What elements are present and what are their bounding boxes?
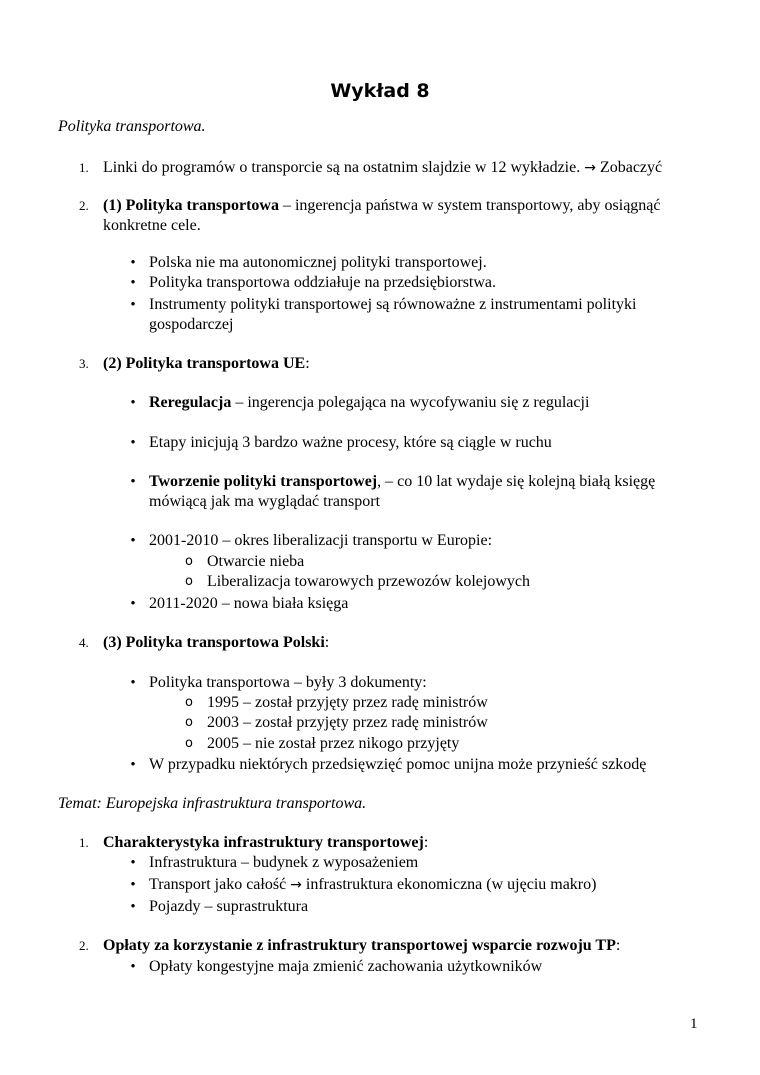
bullet-text: Opłaty kongestyjne maja zmienić zachowania użytkowników	[149, 958, 543, 975]
bullet-text-continuation: gospodarczej	[149, 316, 234, 333]
list-text: Linki do programów o transporcie są na ostatnim slajdzie w 12 wykładzie.	[103, 159, 581, 176]
bullet-rest: – ingerencja polegająca na wycofywaniu się z regulacji	[231, 394, 590, 411]
bullet-icon: •	[130, 297, 136, 313]
list-heading: (2) Polityka transportowa UE	[103, 355, 306, 372]
sub-bullet-icon: o	[185, 574, 193, 589]
list-item-1	[79, 158, 703, 178]
list-text: – ingerencja państwa w system transportowy, aby osiągnąć	[278, 197, 661, 214]
bullet-text: Polityka transportowa oddziałuje na przedsiębiorstwa.	[149, 274, 497, 291]
bullet-icon: •	[130, 255, 136, 271]
bullet-text: 2011-2020 – nowa biała księga	[149, 595, 349, 612]
list-heading: (1) Polityka transportowa	[103, 197, 279, 214]
bullet-text: Polityka transportowa – były 3 dokumenty:	[149, 674, 427, 691]
list-text-continuation: konkretne cele.	[103, 217, 201, 234]
bullet-icon: •	[130, 855, 136, 871]
sub-bullet-icon: o	[185, 736, 193, 751]
bullet-heading: Tworzenie polityki transportowej	[149, 473, 378, 490]
list-number: 2.	[79, 198, 89, 213]
sub-bullet-text: 2005 – nie został przez nikogo przyjęty	[207, 735, 460, 752]
list-text: :	[305, 355, 310, 372]
sub-bullet-text: 2003 – został przyjęty przez radę ministrów	[207, 714, 488, 731]
bullet-text: 2001-2010 – okres liberalizacji transportu w Europie:	[149, 532, 493, 549]
bullet-text: Instrumenty polityki transportowej są równoważne z instrumentami polityki	[149, 296, 637, 313]
bullet-icon: •	[130, 395, 136, 411]
bullet-icon: •	[130, 435, 136, 451]
list-item-4	[79, 633, 703, 653]
list-text-tail: Zobaczyć	[599, 159, 663, 176]
page-number: 1	[690, 1016, 698, 1032]
list-heading: Charakterystyka infrastruktury transportowej	[103, 834, 424, 851]
bullet-text: Infrastruktura – budynek z wyposażeniem	[149, 854, 419, 871]
bullet-text: Polska nie ma autonomicznej polityki transportowej.	[149, 254, 487, 271]
list-text: :	[423, 834, 429, 851]
list-heading: Opłaty za korzystanie z infrastruktury transportowej wsparcie rozwoju TP	[103, 937, 616, 954]
list-item-2	[79, 196, 703, 236]
bullet-icon: •	[130, 474, 136, 490]
bullet-icon: •	[130, 275, 136, 291]
bullet-text	[149, 472, 655, 492]
bullet-icon: •	[130, 757, 136, 773]
bullet-icon: •	[130, 533, 136, 549]
list-number: 4.	[79, 635, 89, 650]
list-number: 3.	[79, 356, 89, 371]
page-title: Wykład 8	[330, 80, 430, 102]
list-number: 1.	[79, 835, 89, 850]
bullet-icon: •	[130, 877, 136, 893]
topic-item-2	[79, 936, 703, 956]
list-number: 1.	[79, 160, 89, 175]
sub-bullet-text: Liberalizacja towarowych przewozów kolejowych	[207, 573, 530, 590]
list-text: :	[324, 634, 330, 651]
bullet-text-head: Transport jako całość	[149, 876, 287, 893]
list-item-3	[79, 354, 703, 374]
sub-bullet-icon: o	[185, 554, 193, 569]
sub-bullet-text: Otwarcie nieba	[207, 553, 305, 570]
sub-bullet-text: 1995 – został przyjęty przez radę ministrów	[207, 694, 488, 711]
arrow-right-icon: →	[290, 877, 302, 893]
bullet-icon: •	[130, 596, 136, 612]
list-heading: (3) Polityka transportowa Polski	[103, 634, 325, 651]
bullet-icon: •	[130, 959, 136, 975]
topic-item-1	[79, 833, 703, 853]
bullet-text: Etapy inicjują 3 bardzo ważne procesy, które są ciągle w ruchu	[149, 434, 552, 451]
bullet-rest: , – co 10 lat wydaje się kolejną białą księgę	[377, 473, 656, 490]
bullet-heading: Reregulacja	[149, 394, 232, 411]
bullet-text-continuation: mówiącą jak ma wyglądać transport	[149, 493, 381, 510]
sub-bullet-icon: o	[185, 695, 193, 710]
list-text: :	[615, 937, 621, 954]
bullet-icon: •	[130, 675, 136, 691]
section-subtitle: Polityka transportowa.	[58, 118, 206, 135]
topic-heading: Temat: Europejska infrastruktura transportowa.	[58, 795, 367, 812]
bullet-text: W przypadku niektórych przedsięwzięć pomoc unijna może przynieść szkodę	[149, 756, 647, 773]
bullet-text	[149, 393, 589, 413]
sub-bullet-icon: o	[185, 715, 193, 730]
arrow-right-icon: →	[584, 160, 596, 176]
bullet-text	[149, 875, 596, 895]
bullet-icon: •	[130, 899, 136, 915]
bullet-text: Pojazdy – suprastruktura	[149, 898, 309, 915]
bullet-text-tail: infrastruktura ekonomiczna (w ujęciu makro)	[305, 876, 597, 893]
list-number: 2.	[79, 938, 89, 953]
